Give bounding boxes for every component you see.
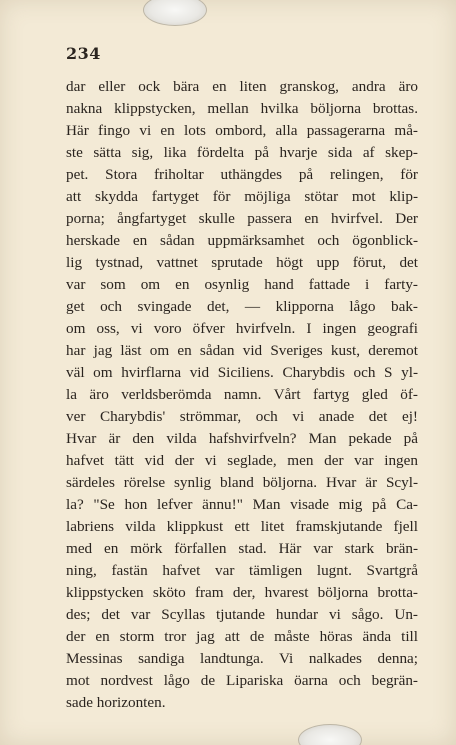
text-line-8: herskade en sådan uppmärksamhet och ögonblick- — [66, 232, 418, 249]
text-line-17: Hvar är den vilda hafshvirfveln? Man pekade på — [66, 430, 418, 447]
text-line-27: Messinas sandiga landtunga. Vi nalkades denna; — [66, 650, 418, 667]
text-line-14: väl om hvirflarna vid Siciliens. Charybdis och S yl- — [66, 364, 418, 381]
text-line-10: var som om en osynlig hand fattade i farty- — [66, 276, 418, 293]
text-line-7: porna; ångfartyget skulle passera en hvirfvel. Der — [66, 210, 418, 227]
text-line-24: klippstycken sköto fram der, hvarest böljorna brotta- — [66, 584, 418, 601]
text-line-13: har jag läst om en sådan vid Sveriges kust, deremot — [66, 342, 418, 359]
text-line-16: ver Charybdis' strömmar, och vi anade det ej! — [66, 408, 418, 425]
text-line-21: labriens vilda klippkust ett litet framskjutande fjell — [66, 518, 418, 535]
text-line-9: lig tystnad, vattnet sprutade högt upp förut, det — [66, 254, 418, 271]
text-line-6: att skydda fartyget för möjliga stötar mot klip- — [66, 188, 418, 205]
binding-hole-top — [143, 0, 207, 26]
binding-hole-bottom — [298, 724, 362, 745]
text-line-25: des; det var Scyllas tjutande hundar vi sågo. Un- — [66, 606, 418, 623]
text-line-11: get och svingade det, — klipporna lågo bak- — [66, 298, 418, 315]
text-line-5: pet. Stora friholtar uthängdes på relingen, för — [66, 166, 418, 183]
text-line-28: mot nordvest lågo de Lipariska öarna och begrän- — [66, 672, 418, 689]
text-line-26: der en storm tror jag att de måste höras ända till — [66, 628, 418, 645]
text-line-3: Här fingo vi en lots ombord, alla passagerarna må- — [66, 122, 418, 139]
text-line-15: la äro verldsberömda namn. Vårt fartyg gled öf- — [66, 386, 418, 403]
text-line-12: om oss, vi voro öfver hvirfveln. I ingen geografi — [66, 320, 418, 337]
text-line-22: med en mörk förfallen stad. Här var stark brän- — [66, 540, 418, 557]
text-line-29: sade horizonten. — [66, 694, 166, 711]
page-number: 234 — [66, 44, 101, 63]
text-line-23: ning, fastän hafvet var tämligen lugnt. Svartgrå — [66, 562, 418, 579]
text-line-19: särdeles rörelse synlig bland böljorna. Hvar är Scyl- — [66, 474, 418, 491]
text-line-1: dar eller ock bära en liten granskog, andra äro — [66, 78, 418, 95]
text-line-2: nakna klippstycken, mellan hvilka böljorna brottas. — [66, 100, 418, 117]
text-line-20: la? "Se hon lefver ännu!" Man visade mig på Ca- — [66, 496, 418, 513]
text-line-18: hafvet tätt vid der vi seglade, men der var ingen — [66, 452, 418, 469]
text-line-4: ste sätta sig, lika fördelta på hvarje sida af skep- — [66, 144, 418, 161]
body-text — [66, 76, 418, 714]
